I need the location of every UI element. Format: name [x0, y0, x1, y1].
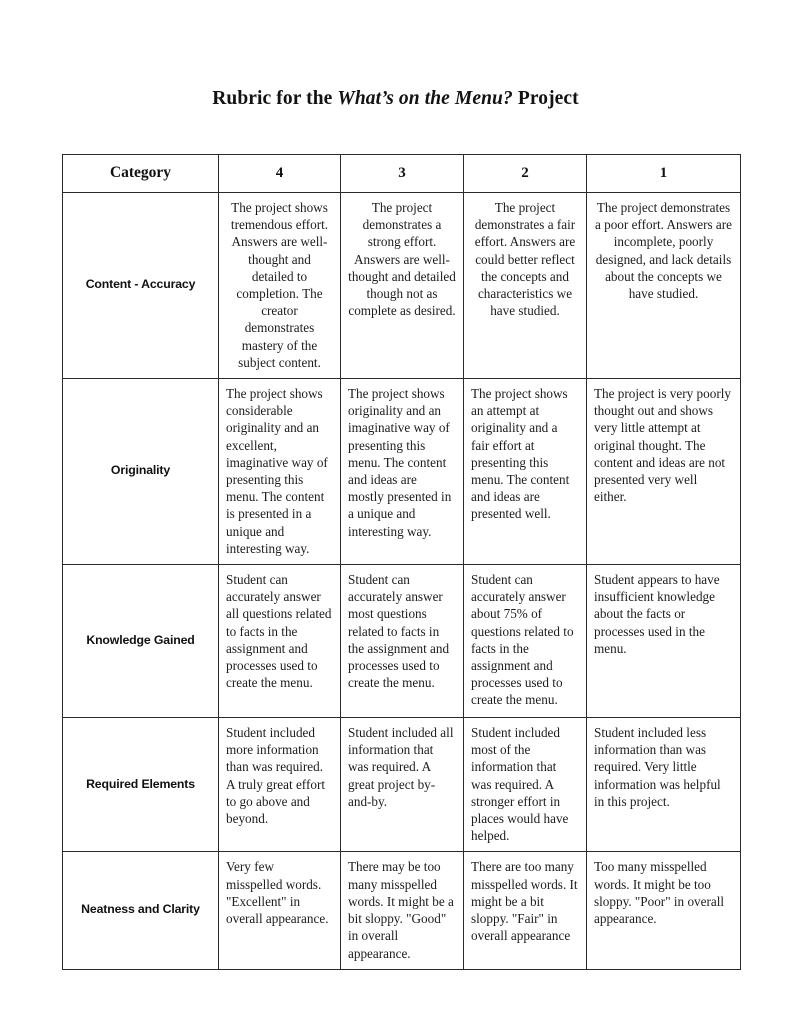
header-cell-score-4: 4 — [219, 155, 341, 193]
criterion-label: Knowledge Gained — [63, 565, 219, 718]
criterion-descriptor-cell: Student appears to have insufficient knowledge about the facts or processes used in the menu. — [587, 565, 741, 718]
table-row — [63, 379, 741, 565]
criterion-descriptor-cell: There may be too many misspelled words. It might be a bit sloppy. "Good" in overall appearance. — [341, 852, 464, 969]
table-row — [63, 852, 741, 969]
criterion-descriptor-cell: Very few misspelled words. "Excellent" in overall appearance. — [219, 852, 341, 969]
criterion-descriptor-cell: There are too many misspelled words. It might be a bit sloppy. "Fair" in overall appearance — [464, 852, 587, 969]
criterion-descriptor-cell: The project demonstrates a poor effort. Answers are incomplete, poorly designed, and lack details about the concepts we have studied. — [587, 193, 741, 379]
table-row — [63, 565, 741, 718]
criterion-descriptor-cell: Student included most of the information that was required. A stronger effort in places would have helped. — [464, 718, 587, 852]
criterion-descriptor-cell: The project demonstrates a strong effort. Answers are well-thought and detailed though not as complete as desired. — [341, 193, 464, 379]
page-title-italic: What’s on the Menu? — [337, 88, 513, 109]
header-cell-category: Category — [63, 155, 219, 193]
criterion-label: Neatness and Clarity — [63, 852, 219, 969]
criterion-descriptor-cell: Student included more information than was required. A truly great effort to go above and beyond. — [219, 718, 341, 852]
criterion-descriptor-cell: The project demonstrates a fair effort. Answers are could better reflect the concepts and characteristics we have studied. — [464, 193, 587, 379]
page-title-suffix: Project — [512, 88, 579, 109]
criterion-descriptor-cell: The project is very poorly thought out and shows very little attempt at original thought. The content and ideas are not presented very well either. — [587, 379, 741, 565]
criterion-descriptor-cell: The project shows originality and an imaginative way of presenting this menu. The content and ideas are mostly presented in a unique and interesting way. — [341, 379, 464, 565]
rubric-table — [62, 154, 741, 970]
criterion-label: Required Elements — [63, 718, 219, 852]
criterion-label: Content - Accuracy — [63, 193, 219, 379]
criterion-descriptor-cell: Student can accurately answer all questions related to facts in the assignment and processes used to create the menu. — [219, 565, 341, 718]
table-header-row — [63, 155, 741, 193]
page-title-prefix: Rubric for the — [212, 88, 338, 109]
table-row — [63, 193, 741, 379]
criterion-descriptor-cell: Student included all information that was required. A great project by-and-by. — [341, 718, 464, 852]
page-title — [0, 88, 791, 110]
criterion-descriptor-cell: The project shows an attempt at originality and a fair effort at presenting this menu. The content and ideas are presented well. — [464, 379, 587, 565]
header-cell-score-1: 1 — [587, 155, 741, 193]
criterion-label: Originality — [63, 379, 219, 565]
criterion-descriptor-cell: Too many misspelled words. It might be too sloppy. "Poor" in overall appearance. — [587, 852, 741, 969]
header-cell-score-3: 3 — [341, 155, 464, 193]
criterion-descriptor-cell: The project shows tremendous effort. Answers are well-thought and detailed to completion. The creator demonstrates mastery of the subject content. — [219, 193, 341, 379]
criterion-descriptor-cell: Student can accurately answer most questions related to facts in the assignment and processes used to create the menu. — [341, 565, 464, 718]
criterion-descriptor-cell: Student can accurately answer about 75% of questions related to facts in the assignment and processes used to create the menu. — [464, 565, 587, 718]
header-cell-score-2: 2 — [464, 155, 587, 193]
criterion-descriptor-cell: Student included less information than was required. Very little information was helpful in this project. — [587, 718, 741, 852]
criterion-descriptor-cell: The project shows considerable originality and an excellent, imaginative way of presenting this menu. The content is presented in a unique and interesting way. — [219, 379, 341, 565]
table-row — [63, 718, 741, 852]
